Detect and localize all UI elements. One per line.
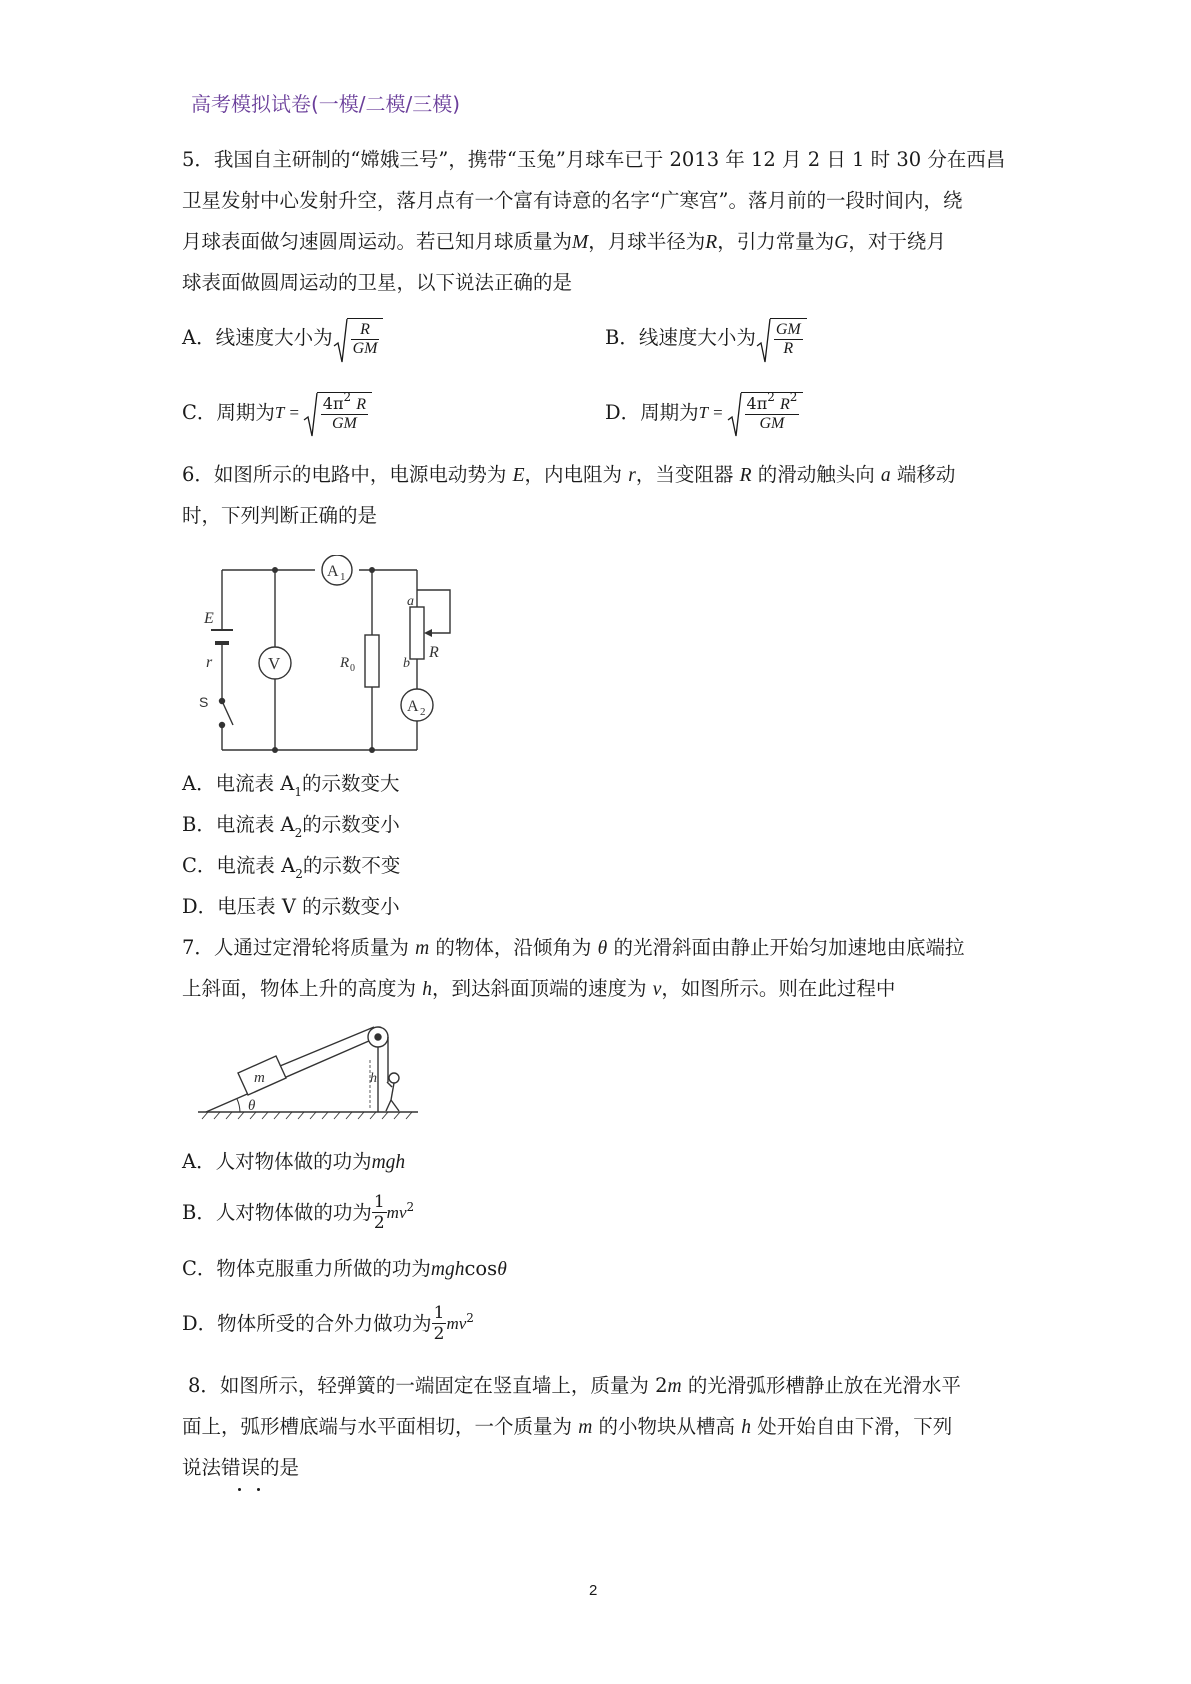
q5-option-d: D．周期为 T = $\frac{4\pi^2 R^2}{GM}$ [605,392,803,433]
label-v: V [268,654,281,673]
emphasis-dot [257,1488,260,1491]
label-a2-sub: 2 [420,706,426,718]
q6-option-d: D．电压表 V 的示数变小 [182,895,400,918]
q5-option-a: A．线速度大小为 $\frac{R}{GM}$ [182,318,383,358]
q8-line-2: 面上，弧形槽底端与水平面相切，一个质量为 m 的小物块从槽高 h 处开始自由下滑，下列 [182,1415,953,1438]
emphasis-dot [238,1488,241,1491]
q8-line-1: 8．如图所示，轻弹簧的一端固定在竖直墙上，质量为 2m 的光滑弧形槽静止放在光滑水平 [188,1374,961,1397]
switch-contact [220,723,225,728]
q7-option-d: D．物体所受的合外力做功为 $\frac{1}{2}$ mv 2 [182,1303,474,1344]
resistor-r0 [365,635,379,687]
junction-dot [272,747,278,753]
label-r0-sub: 0 [350,663,355,674]
junction-dot [272,567,278,573]
circuit-diagram [185,555,465,760]
q8-line-3: 说法错误的是 [182,1456,300,1479]
label-theta: θ [248,1098,256,1114]
incline-pulley-figure [198,1020,423,1120]
q7-line-2: 上斜面，物体上升的高度为 h，到达斜面顶端的速度为 v，如图所示。则在此过程中 [182,977,896,1000]
label-s: S [199,694,209,710]
q7-option-a: A．人对物体做的功为mgh [182,1150,406,1173]
q5-option-b: B．线速度大小为 $\frac{GM}{R}$ [605,318,807,358]
label-a1-sub: 1 [340,571,346,583]
sqrt-expression: $\frac{GM}{R}$ [756,318,807,358]
label-e: E [204,610,214,627]
q6-line-1: 6．如图所示的电路中，电源电动势为 E，内电阻为 r，当变阻器 R 的滑动触头向 a 端移动 [182,463,956,486]
label-a1: A [327,563,339,580]
sqrt-expression: $\frac{4\pi^2 R^2}{GM}$ [727,392,804,433]
junction-dot [369,747,375,753]
rheostat-r [410,607,424,659]
label-r0: R [340,655,350,671]
q6-option-c: C．电流表 $A_2$的示数不变 [182,854,401,881]
angle-arc [237,1099,240,1112]
junction-dot [369,567,375,573]
label-r: r [206,654,213,671]
switch-lever [222,701,233,725]
incline-surface [206,1037,378,1112]
label-m: m [254,1070,265,1086]
q5-line-1: 5．我国自主研制的“嫦娥三号”，携带“玉兔”月球车已于 2013 年 12 月 2 日 1 时 30 分在西昌 [182,148,1006,171]
rope [280,1027,374,1066]
slider-arrow [424,629,432,637]
q5-line-3: 月球表面做匀速圆周运动。若已知月球质量为M，月球半径为R，引力常量为G，对于绕月 [182,230,946,253]
q7-option-c: C．物体克服重力所做的功为mghcosθ [182,1257,507,1280]
label-h: h [370,1071,377,1086]
q7-option-b: B．人对物体做的功为 $\frac{1}{2}$ mv 2 [182,1192,415,1233]
q5-line-2: 卫星发射中心发射升空，落月点有一个富有诗意的名字“广寒宫”。落月前的一段时间内，绕 [182,189,963,212]
label-b-end: b [403,656,410,671]
q5-option-c: C．周期为 T = $\frac{4\pi^2 R}{GM}$ [182,392,372,433]
q6-option-b: B．电流表 $A_2$的示数变小 [182,813,400,840]
label-rheostat-r: R [429,644,439,661]
q5-line-4: 球表面做圆周运动的卫星，以下说法正确的是 [182,271,573,294]
exam-header: 高考模拟试卷(一模/二模/三模) [191,92,461,116]
sqrt-expression: $\frac{4\pi^2 R}{GM}$ [303,392,372,433]
q6-line-2: 时，下列判断正确的是 [182,504,378,527]
page-number: 2 [589,1582,598,1599]
sqrt-expression: $\frac{R}{GM}$ [333,318,384,358]
q6-option-a: A．电流表 $A_1$的示数变大 [182,772,400,799]
label-a-end: a [407,594,414,609]
label-a2: A [407,698,419,715]
q7-line-1: 7．人通过定滑轮将质量为 m 的物体，沿倾角为 θ 的光滑斜面由静止开始匀加速地由底端拉 [182,936,965,959]
ground-hatching [202,1112,412,1119]
